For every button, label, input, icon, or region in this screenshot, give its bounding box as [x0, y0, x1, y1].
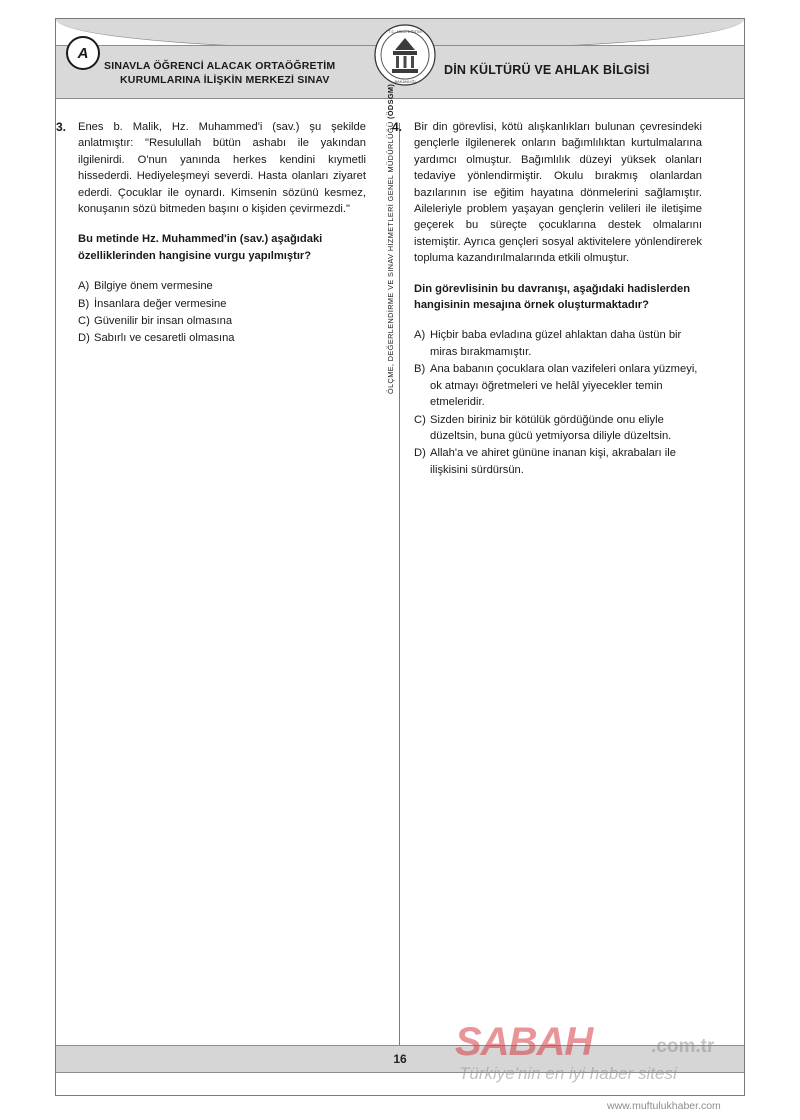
option-item[interactable] — [414, 445, 702, 478]
page-number: 16 — [393, 1052, 407, 1066]
option-item[interactable] — [78, 296, 366, 312]
page-footer — [56, 1045, 744, 1073]
column-divider — [399, 123, 400, 1053]
option-text: Sizden biriniz bir kötülük gördüğünde onu eliyle düzeltsin, buna gücü yetmiyorsa diliyle düzeltsin. — [430, 413, 672, 442]
watermark-slogan: Türkiye'nin en iyi haber sitesi — [459, 1064, 677, 1083]
watermark-url: www.muftulukhaber.com — [607, 1100, 721, 1112]
question-3 — [56, 119, 366, 347]
option-text: Ana babanın çocuklara olan vazifeleri onlara yüzmeyi, ok atmayı öğretmeleri ve helâl yiyecekler temin etmeleridir. — [430, 363, 698, 409]
question-4-options — [414, 327, 702, 478]
option-letter: B) — [78, 297, 90, 310]
page-header — [56, 19, 744, 97]
exam-title-line1: SINAVLA ÖĞRENCİ ALACAK ORTAÖĞRETİM — [104, 60, 336, 72]
question-3-options — [78, 278, 366, 347]
department-side-text-abbr: (ÖDSGM) — [386, 83, 395, 119]
option-item[interactable] — [414, 327, 702, 360]
option-item[interactable] — [414, 412, 702, 445]
meb-logo-icon — [374, 24, 436, 86]
option-letter: A) — [414, 329, 426, 342]
left-column — [56, 119, 366, 348]
svg-text:T.C. MİLLÎ EĞİTİM: T.C. MİLLÎ EĞİTİM — [388, 29, 422, 34]
option-letter: D) — [78, 332, 90, 345]
question-3-stem: Enes b. Malik, Hz. Muhammed'i (sav.) şu şekilde anlatmıştır: "Resulullah bütün ashabı ile yakından ilgilenirdi. O'nun yanında herkes kendini kıymetli hissederdi. Hediyeleşmeyi severdi. Hasta olanları ziyaret ederdi. Çocuklar ile oynardı. Kimsenin sözünü kesmez, konuşanın sözü bitmeden başını o kişiden çevirmezdi." — [78, 121, 366, 216]
svg-text:BAKANLIĞI: BAKANLIĞI — [394, 79, 416, 84]
question-3-prompt: Bu metinde Hz. Muhammed'in (sav.) aşağıdaki özelliklerinden hangisine vurgu yapılmıştır? — [78, 233, 323, 262]
exam-title-line2: KURUMLARINA İLİŞKİN MERKEZİ SINAV — [120, 74, 330, 86]
option-text: Allah'a ve ahiret gününe inanan kişi, akrabaları ile ilişkisini sürdürsün. — [430, 447, 676, 476]
exam-page — [55, 18, 745, 1096]
option-letter: B) — [414, 363, 426, 376]
option-text: Güvenilir bir insan olmasına — [94, 315, 233, 328]
option-item[interactable] — [78, 313, 366, 329]
question-4-stem: Bir din görevlisi, kötü alışkanlıkları bulunan çevresindeki gençlerle ilgilenerek onların bağımlılıktan kurtulmalarına yardımcı olmuştur. Bağımlılık düzeyi yüksek olanları tedaviye yönlendirmiştir. Okulu bırakmış olanlardan bazılarının ise eğitim hayatına dönmelerini sağlamıştır. Aileleriyle problem yaşayan gençlerin velileri ile iletişime geçerek bu süreçte çocuklarına destek olmalarını istemiştir. Ayrıca gençleri sosyal aktivitelere yönlendirerek topluma kazandırılmalarında etkili olmuştur. — [414, 121, 702, 265]
watermark-brand: SABAH — [455, 1020, 593, 1064]
department-side-text — [386, 83, 395, 394]
exam-title — [104, 59, 384, 87]
option-letter: D) — [414, 447, 426, 460]
option-text: Hiçbir baba evladına güzel ahlaktan daha üstün bir miras bırakmamıştır. — [430, 329, 682, 358]
question-3-number: 3. — [56, 120, 67, 134]
option-letter: C) — [414, 413, 426, 426]
right-column — [392, 119, 702, 479]
option-letter: C) — [78, 315, 90, 328]
option-item[interactable] — [78, 330, 366, 346]
option-text: İnsanlara değer vermesine — [94, 297, 227, 310]
option-item[interactable] — [78, 278, 366, 294]
question-4 — [392, 119, 702, 478]
option-text: Bilgiye önem vermesine — [94, 280, 213, 293]
question-4-number: 4. — [392, 120, 403, 134]
question-4-prompt: Din görevlisinin bu davranışı, aşağıdaki hadislerden hangisinin mesajına örnek oluşturmaktadır? — [414, 282, 691, 312]
department-side-text-label: ÖLÇME, DEĞERLENDİRME VE SINAV HİZMETLERİ GENEL MÜDÜRLÜĞÜ — [386, 121, 395, 394]
booklet-letter-badge: A — [66, 36, 100, 70]
option-item[interactable] — [414, 361, 702, 410]
option-letter: A) — [78, 280, 90, 293]
subject-title: DİN KÜLTÜRÜ VE AHLAK BİLGİSİ — [444, 63, 650, 77]
option-text: Sabırlı ve cesaretli olmasına — [94, 332, 235, 345]
watermark-domain: .com.tr — [651, 1036, 715, 1057]
